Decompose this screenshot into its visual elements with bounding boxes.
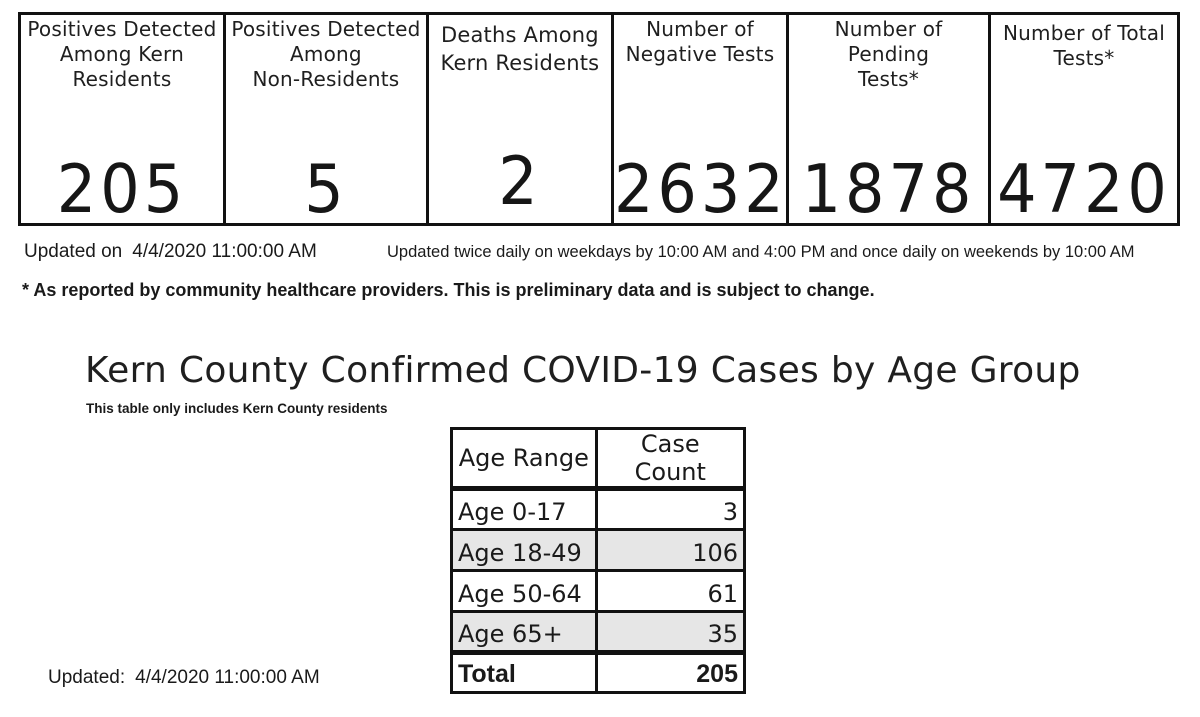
case-count-cell: 61 (596, 571, 744, 612)
table-header-row (452, 429, 745, 489)
updated-line (24, 241, 317, 263)
table-row (452, 530, 745, 571)
stats-strip (18, 12, 1180, 229)
stat-value: 1878 (801, 149, 976, 229)
stat-value: 205 (56, 149, 188, 229)
bottom-updated-line (48, 667, 320, 689)
update-schedule-note: Updated twice daily on weekdays by 10:00 AM and 4:00 PM and once daily on weekends by 10:00 AM (387, 243, 1135, 261)
stat-value: 2 (498, 141, 542, 221)
table-row (452, 571, 745, 612)
column-header-case-count: Case Count (596, 429, 744, 489)
total-label-cell: Total (452, 653, 597, 693)
stat-positives-nonresidents (226, 15, 429, 229)
case-count-cell: 3 (596, 489, 744, 530)
stat-deaths (429, 15, 614, 223)
stat-label: Number of Total Tests* (1002, 21, 1166, 70)
stat-positives-residents (21, 15, 226, 229)
total-count-cell: 205 (596, 653, 744, 693)
stat-pending-tests (789, 15, 991, 229)
stat-value: 5 (304, 149, 348, 229)
updated-label: Updated on (24, 241, 123, 262)
stat-label: Positives Detected Among Non-Residents (231, 17, 421, 91)
stat-label: Number of Negative Tests (625, 17, 775, 66)
age-section-subtitle: This table only includes Kern County residents (86, 401, 388, 416)
age-group-table (450, 427, 746, 694)
age-range-cell: Age 0-17 (452, 489, 597, 530)
age-range-cell: Age 18-49 (452, 530, 597, 571)
stat-label: Deaths Among Kern Residents (440, 23, 600, 75)
disclaimer-note: * As reported by community healthcare providers. This is preliminary data and is subject to change. (22, 280, 875, 300)
bottom-updated-label: Updated: (48, 667, 126, 688)
table-row (452, 489, 745, 530)
stat-value: 2632 (613, 149, 788, 229)
table-total-row (452, 653, 745, 693)
case-count-cell: 106 (596, 530, 744, 571)
column-header-age-range: Age Range (452, 429, 597, 489)
table-row (452, 612, 745, 653)
stat-negative-tests (613, 15, 789, 229)
age-range-cell: Age 65+ (452, 612, 597, 653)
age-section-title: Kern County Confirmed COVID-19 Cases by Age Group (85, 350, 1081, 391)
bottom-updated-timestamp: 4/4/2020 11:00:00 AM (135, 667, 320, 688)
stat-label: Number of Pending Tests* (834, 17, 943, 91)
age-range-cell: Age 50-64 (452, 571, 597, 612)
updated-timestamp: 4/4/2020 11:00:00 AM (132, 241, 317, 262)
stat-value: 4720 (997, 149, 1171, 229)
stat-label: Positives Detected Among Kern Residents (27, 17, 217, 91)
case-count-cell: 35 (596, 612, 744, 653)
stat-total-tests (991, 15, 1177, 229)
